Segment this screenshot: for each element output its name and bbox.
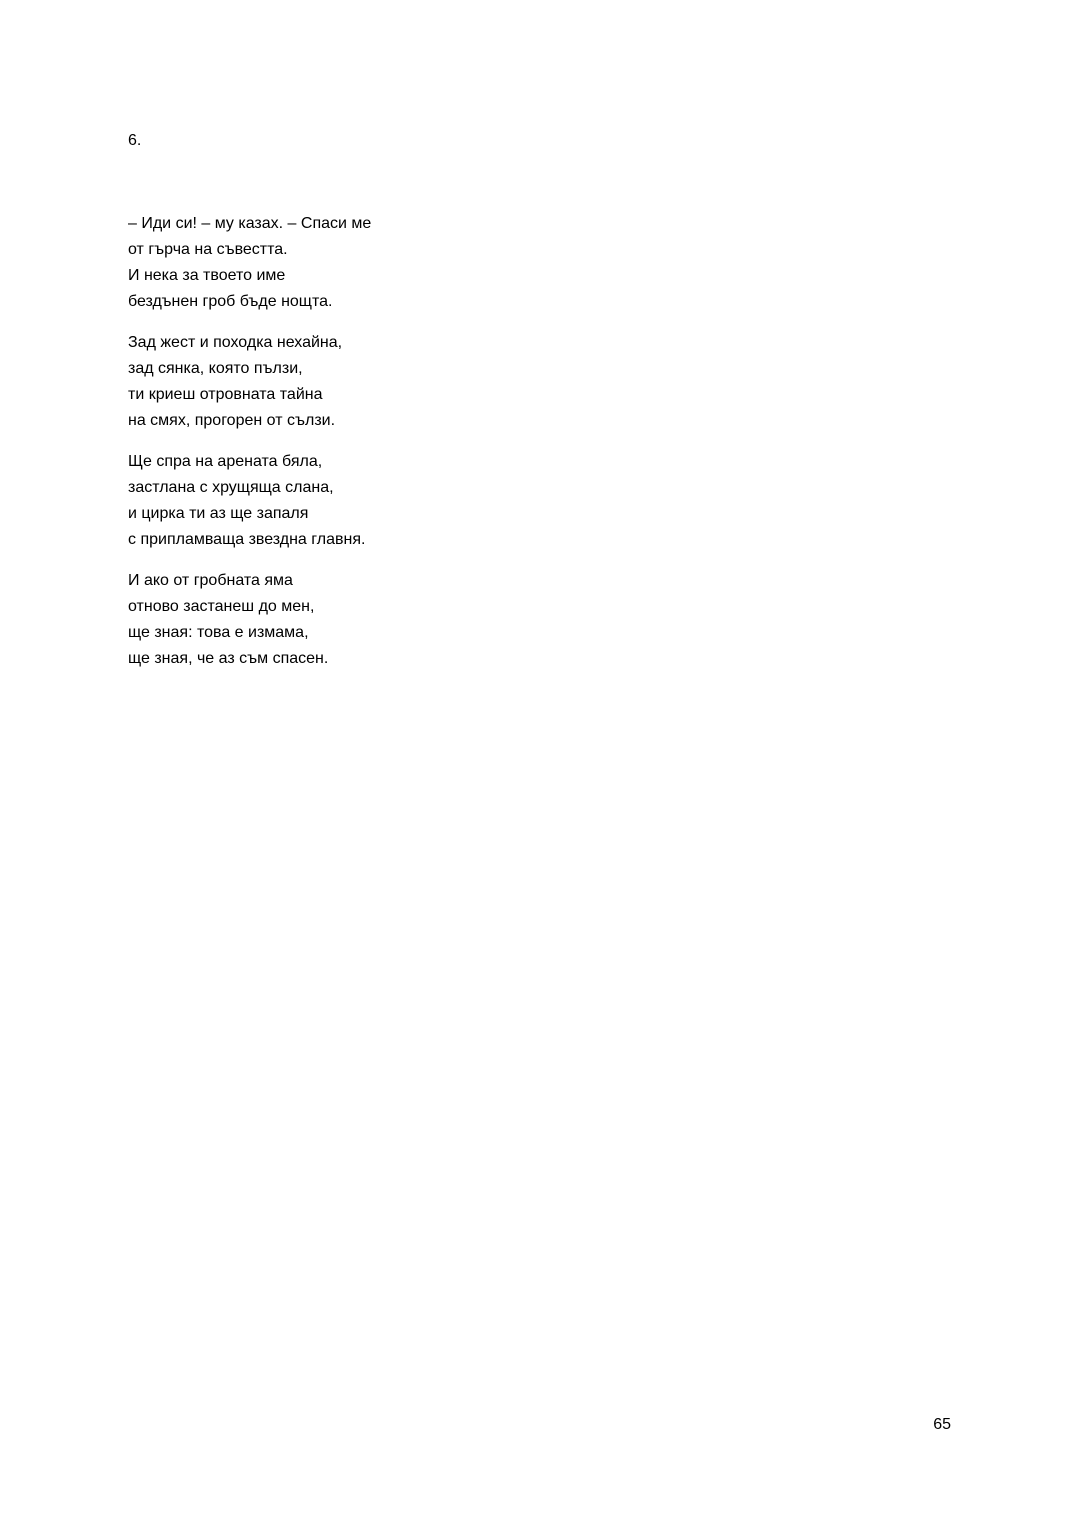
poem-line: бездънен гроб бъде нощта. [128,293,333,310]
poem-line: с припламваща звездна главня. [128,531,366,548]
poem-line: И нека за твоето име [128,267,286,284]
page-number: 65 [933,1416,951,1433]
poem-number: 6. [128,132,142,149]
poem-line: – Иди си! – му казах. – Спаси ме [128,215,372,232]
stanza-3 [128,449,728,553]
poem-line: и цирка ти аз ще запаля [128,505,309,522]
poem-line: отново застанеш до мен, [128,598,315,615]
stanza-2 [128,330,728,434]
poem-line: Зад жест и походка нехайна, [128,334,343,351]
poem-line: ти криеш отровната тайна [128,386,323,403]
poem-line: на смях, прогорен от сълзи. [128,412,336,429]
poem-line: от гърча на съвестта. [128,241,288,258]
poem-line: застлана с хрущяща слана, [128,479,334,496]
poem-line: И ако от гробната яма [128,572,293,589]
poem-line: Ще спра на арената бяла, [128,453,323,470]
poem-line: ще зная: това е измама, [128,624,309,641]
stanza-4 [128,568,728,672]
poem-line: ще зная, че аз съм спасен. [128,650,329,667]
poem-line: зад сянка, която пълзи, [128,360,303,377]
poem-body [128,211,728,687]
stanza-1 [128,211,728,315]
